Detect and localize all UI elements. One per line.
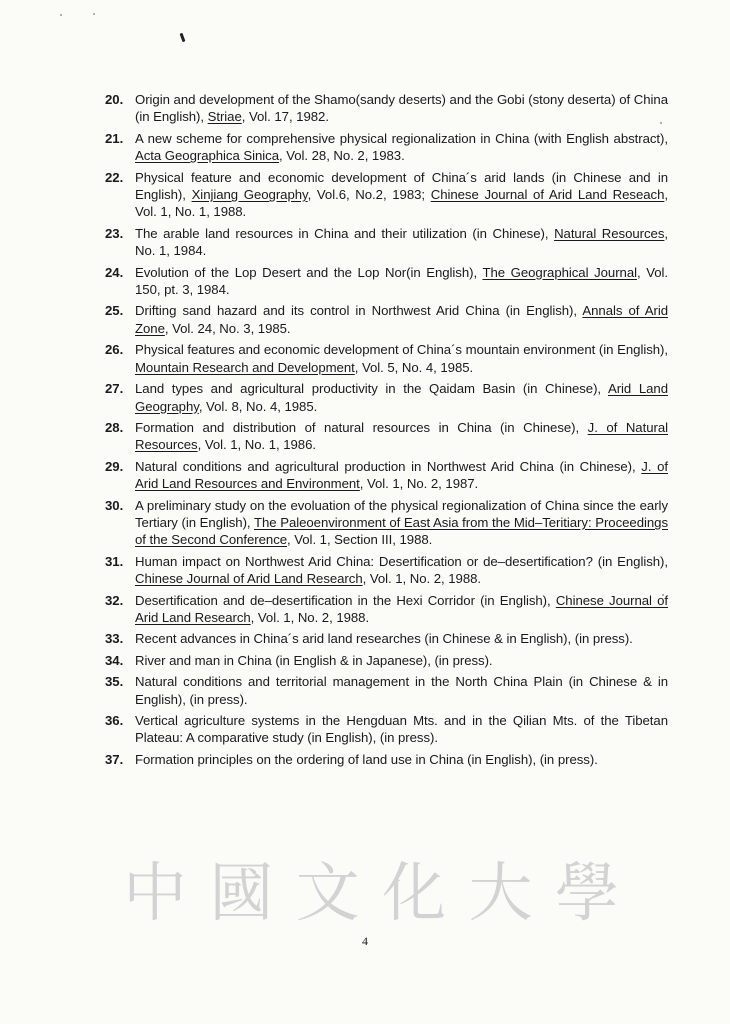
watermark-character: 大 [468,857,537,931]
reference-text: Drifting sand hazard and its control in Northwest Arid China (in English), [135,303,583,319]
reference-text: Vertical agriculture systems in the Hengduan Mts. and in the Qilian Mts. of the Tibetan Plateau: A comparative study (in English), (in press). [135,713,668,746]
reference-number: 31. [105,553,124,569]
reference-text: , Vol. 150, pt. 3, 1984. [135,264,668,298]
reference-journal: Arid Land Geography [135,381,668,414]
reference-text: , Vol. 28, No. 2, 1983. [279,148,405,164]
reference-number: 35. [105,674,124,690]
reference-journal: J. of Arid Land Resources and Environment [135,458,668,492]
reference-text: , Vol. 5, No. 4, 1985. [354,359,474,375]
reference-item [105,169,668,221]
reference-text: Desertification and de–desertification in the Hexi Corridor (in English), [135,592,556,608]
scan-mark [180,33,186,42]
reference-text: , No. 1, 1984. [135,225,669,259]
reference-text: , Vol. 17, 1982. [241,109,329,125]
reference-number: 32. [105,592,124,608]
watermark-character: 國 [209,857,278,931]
reference-number: 27. [105,381,124,397]
reference-item [105,673,668,708]
reference-item [105,302,668,337]
reference-item [105,751,668,768]
reference-journal: Chinese Journal of Arid Land Research [135,592,668,625]
page-number: 4 [362,934,368,948]
reference-text: Human impact on Northwest Arid China: Desertification or de–desertification? (in English), [135,553,668,569]
reference-text: Natural conditions and agricultural production in Northwest Arid China (in Chinese), [135,458,642,474]
reference-journal: The Geographical Journal [482,264,637,280]
watermark-character: 化 [382,857,451,931]
reference-journal: Xinjiang Geography [191,187,308,203]
reference-journal: Chinese Journal of Arid Land Research [135,571,363,587]
reference-text: , Vol. 1, Section III, 1988. [287,532,433,548]
reference-item [105,225,668,260]
reference-number: 33. [105,631,124,647]
reference-journal: The Paleoenvironment of East Asia from the Mid–Teritiary: Proceedings of the Second Conference [135,514,668,548]
reference-text: The arable land resources in China and their utilization (in Chinese), [135,225,555,241]
reference-item [105,458,668,493]
reference-text: , Vol. 8, No. 4, 1985. [198,398,318,414]
reference-item [105,419,668,454]
reference-number: 21. [105,130,124,146]
reference-item [105,592,668,627]
reference-item [105,91,668,126]
scan-speck [93,13,95,15]
reference-number: 34. [105,652,124,668]
reference-number: 36. [105,713,124,728]
reference-journal: Mountain Research and Development [135,359,355,375]
watermark-character: 文 [295,857,364,931]
reference-journal: Striae [207,109,242,125]
reference-journal: Natural Resources [554,225,665,241]
watermark-character: 學 [554,857,623,931]
reference-item [105,264,668,299]
reference-number: 23. [105,225,124,241]
reference-text: A preliminary study on the evoluation of the physical regionalization of China since the early Tertiary (in English), [135,497,668,530]
reference-number: 24. [105,264,124,280]
reference-number: 28. [105,419,124,435]
reference-item [105,497,668,549]
reference-journal: J. of Natural Resources [135,419,668,453]
reference-text: , Vol. 1, No. 1, 1986. [197,437,316,453]
reference-text: Formation and distribution of natural resources in China (in Chinese), [135,419,588,435]
reference-list [105,91,668,772]
reference-number: 30. [105,497,124,513]
reference-journal: Annals of Arid Zone [135,303,668,336]
reference-text: Origin and development of the Shamo(sandy deserts) and the Gobi (stony deserta) of China (in English), [135,92,668,125]
reference-number: 26. [105,342,124,358]
reference-number: 25. [105,303,124,319]
reference-text: Physical feature and economic development of China´s arid lands (in Chinese and in English), [135,169,668,203]
reference-text: Formation principles on the ordering of land use in China (in English), (in press). [135,751,598,767]
reference-text: Evolution of the Lop Desert and the Lop Nor(in English), [135,264,483,280]
reference-text: , Vol. 1, No. 1, 1988. [135,187,668,220]
reference-text: River and man in China (in English & in Japanese), (in press). [135,652,493,668]
scan-speck [60,14,62,16]
reference-item [105,712,668,747]
reference-text: , Vol.6, No.2, 1983; [307,187,431,203]
reference-journal: Chinese Journal of Arid Land Reseach [430,187,665,203]
reference-text: Natural conditions and territorial management in the North China Plain (in Chinese & in English), (in press). [135,674,668,707]
university-watermark [123,848,623,931]
reference-item [105,652,668,669]
reference-item [105,341,668,376]
reference-text: , Vol. 1, No. 2, 1988. [250,609,370,625]
reference-item [105,553,668,588]
reference-number: 22. [105,169,124,185]
reference-text: , Vol. 1, No. 2, 1987. [359,476,479,492]
reference-number: 37. [105,751,124,767]
reference-journal: Acta Geographica Sinica [135,148,279,164]
reference-text: , Vol. 1, No. 2, 1988. [362,571,482,587]
reference-text: A new scheme for comprehensive physical regionalization in China (with English abstract), [135,130,668,146]
reference-text: Physical features and economic development of China´s mountain environment (in English), [135,342,668,358]
reference-number: 29. [105,458,124,474]
reference-item [105,630,668,647]
reference-text: Recent advances in China´s arid land researches (in Chinese & in English), (in press). [135,631,633,647]
watermark-character: 中 [123,857,191,931]
reference-item [105,380,668,415]
reference-item [105,130,668,165]
reference-text: Land types and agricultural productivity in the Qaidam Basin (in Chinese), [135,381,608,397]
reference-number: 20. [105,92,124,107]
reference-text: , Vol. 24, No. 3, 1985. [164,320,291,336]
